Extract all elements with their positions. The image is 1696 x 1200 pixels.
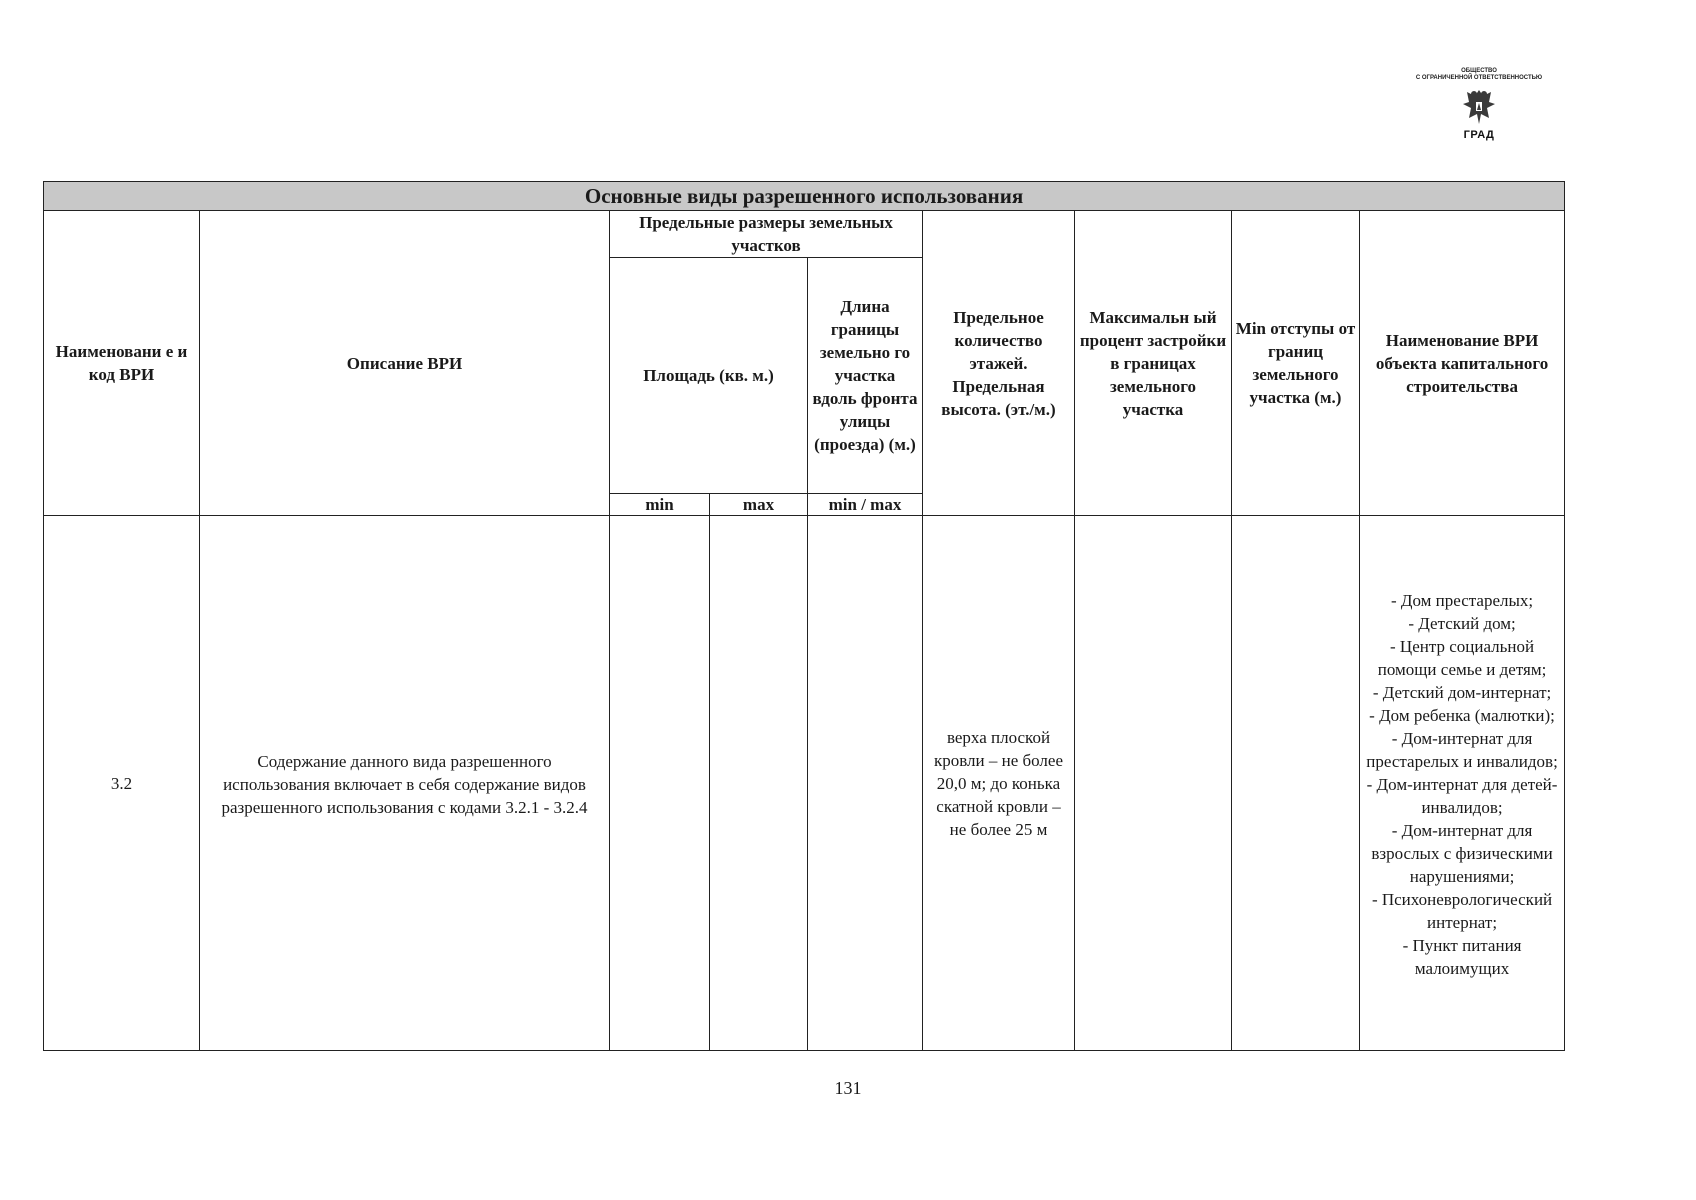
- double-headed-eagle-icon: [1457, 84, 1501, 128]
- header-front-minmax: min / max: [808, 494, 923, 516]
- list-item: - Дом-интернат для взрослых с физическими нарушениями;: [1371, 820, 1553, 886]
- list-item: - Дом ребенка (малютки);: [1369, 705, 1555, 725]
- header-description: Описание ВРИ: [200, 211, 610, 516]
- header-plot-sizes: Предельные размеры земельных участков: [610, 211, 923, 258]
- header-object-name: Наименование ВРИ объекта капитального строительства: [1360, 211, 1565, 516]
- objects-list: [1362, 589, 1562, 980]
- logo-org-line1: ОБЩЕСТВО: [1461, 68, 1497, 74]
- logo-brand: ГРАД: [1463, 129, 1495, 141]
- cell-area-max: [710, 516, 808, 1051]
- header-code: Наименовани е и код ВРИ: [44, 211, 200, 516]
- list-item: - Центр социальной помощи семье и детям;: [1377, 636, 1547, 679]
- cell-area-min: [610, 516, 710, 1051]
- page-number: 131: [834, 1078, 862, 1098]
- header-floors: Предельное количество этажей. Предельная высота. (эт./м.): [923, 211, 1075, 516]
- header-area-max: max: [710, 494, 808, 516]
- list-item: - Дом-интернат для престарелых и инвалидов;: [1366, 728, 1558, 771]
- header-front-length: Длина границы земельно го участка вдоль фронта улицы (проезда) (м.): [808, 258, 923, 494]
- list-item: - Психоневрологический интернат;: [1371, 889, 1553, 932]
- list-item: - Детский дом;: [1408, 613, 1516, 633]
- list-item: - Дом престарелых;: [1390, 590, 1534, 610]
- header-min-setback: Min отступы от границ земельного участка (м.): [1232, 211, 1360, 516]
- list-item: - Дом-интернат для детей-инвалидов;: [1366, 774, 1558, 817]
- logo-org-line2: С ОГРАНИЧЕННОЙ ОТВЕТСТВЕННОСТЬЮ: [1415, 75, 1543, 81]
- table-row: [44, 516, 1565, 1051]
- table-title: Основные виды разрешенного использования: [44, 182, 1565, 211]
- header-area-min: min: [610, 494, 710, 516]
- cell-code: 3.2: [44, 516, 200, 1051]
- list-item: - Детский дом-интернат;: [1372, 682, 1552, 702]
- list-item: - Пункт питания малоимущих: [1402, 935, 1522, 978]
- cell-min-setback: [1232, 516, 1360, 1051]
- cell-description: Содержание данного вида разрешенного использования включает в себя содержание видов разрешенного использования с кодами 3.2.1 - 3.2.4: [200, 516, 610, 1051]
- permitted-use-table: [43, 181, 1565, 1051]
- cell-objects: [1360, 516, 1565, 1051]
- cell-max-percent: [1075, 516, 1232, 1051]
- header-max-percent: Максимальн ый процент застройки в границах земельного участка: [1075, 211, 1232, 516]
- header-area: Площадь (кв. м.): [610, 258, 808, 494]
- cell-floors: верха плоской кровли – не более 20,0 м; до конька скатной кровли – не более 25 м: [923, 516, 1075, 1051]
- company-logo: [1394, 68, 1564, 154]
- cell-front-minmax: [808, 516, 923, 1051]
